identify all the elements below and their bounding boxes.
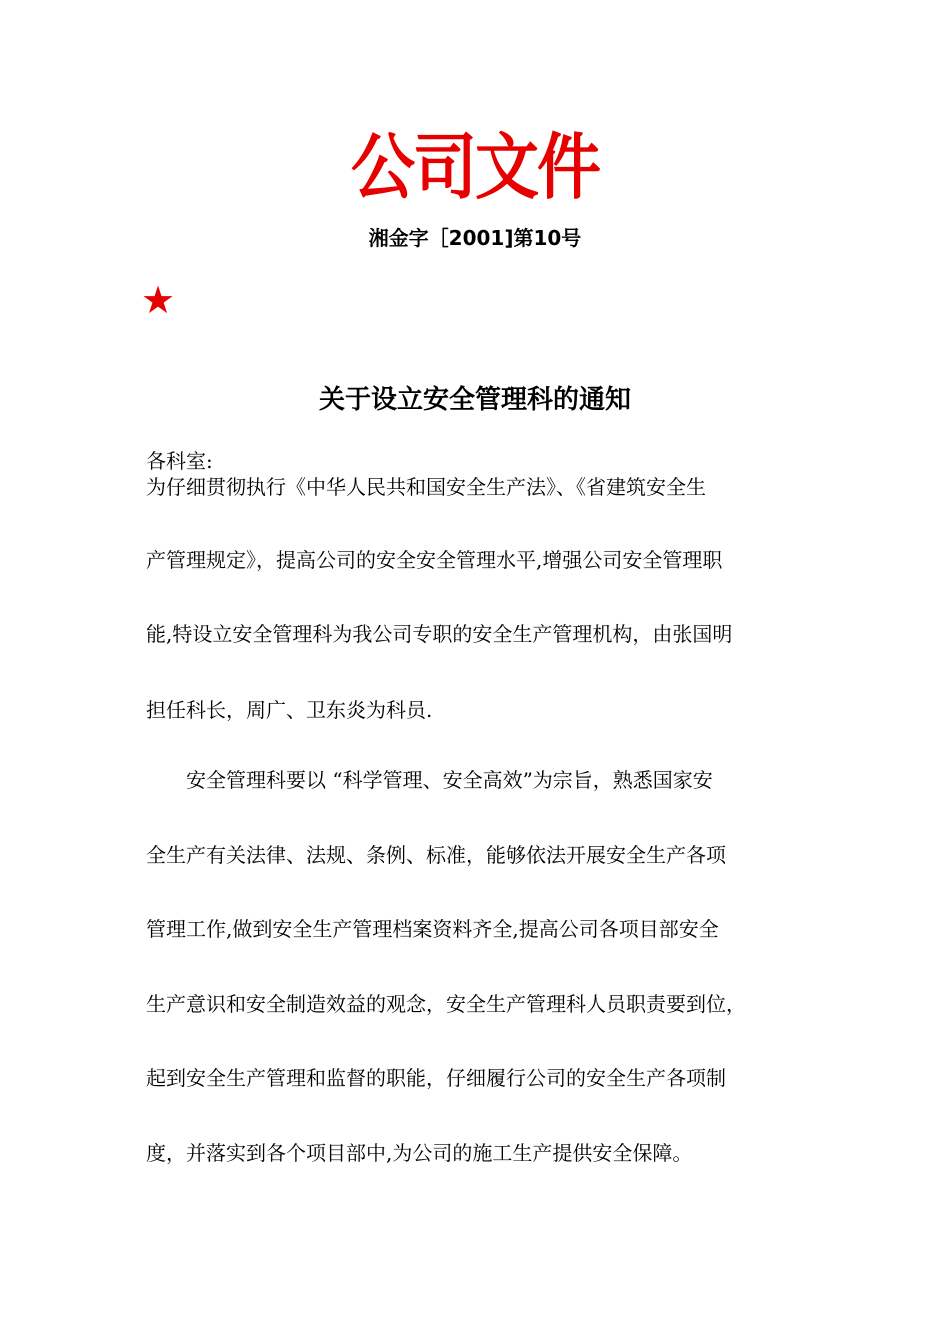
paragraph-line: 能,特设立安全管理科为我公司专职的安全生产管理机构，由张国明 [146,622,733,646]
paragraph-line: 安全管理科要以 “科学管理、安全高效”为宗旨，熟悉国家安 [146,768,713,792]
document-header-title: 公司文件 [351,126,599,210]
paragraph-line: 起到安全生产管理和监督的职能，仔细履行公司的安全生产各项制 [146,1066,726,1090]
notice-title: 关于设立安全管理科的通知 [318,385,631,415]
paragraph-line: 产管理规定》，提高公司的安全安全管理水平,增强公司安全管理职 [146,548,723,572]
paragraph-line: 度，并落实到各个项目部中,为公司的施工生产提供安全保障。 [146,1141,693,1165]
paragraph-line: 全生产有关法律、法规、条例、标准，能够依法开展安全生产各项 [146,843,726,867]
paragraph-line: 为仔细贯彻执行《中华人民共和国安全生产法》、《省建筑安全生 [146,475,706,499]
paragraph-line: 生产意识和安全制造效益的观念，安全生产管理科人员职责要到位， [146,992,746,1016]
salutation: 各科室: [146,449,213,473]
paragraph-line: 管理工作,做到安全生产管理档案资料齐全,提高公司各项目部安全 [146,917,719,941]
document-number: 湘金字［2001]第10号 [368,226,582,250]
paragraph-line: 担任科长，周广、卫东炎为科员. [146,698,433,722]
red-star-icon: ★ [141,278,176,322]
